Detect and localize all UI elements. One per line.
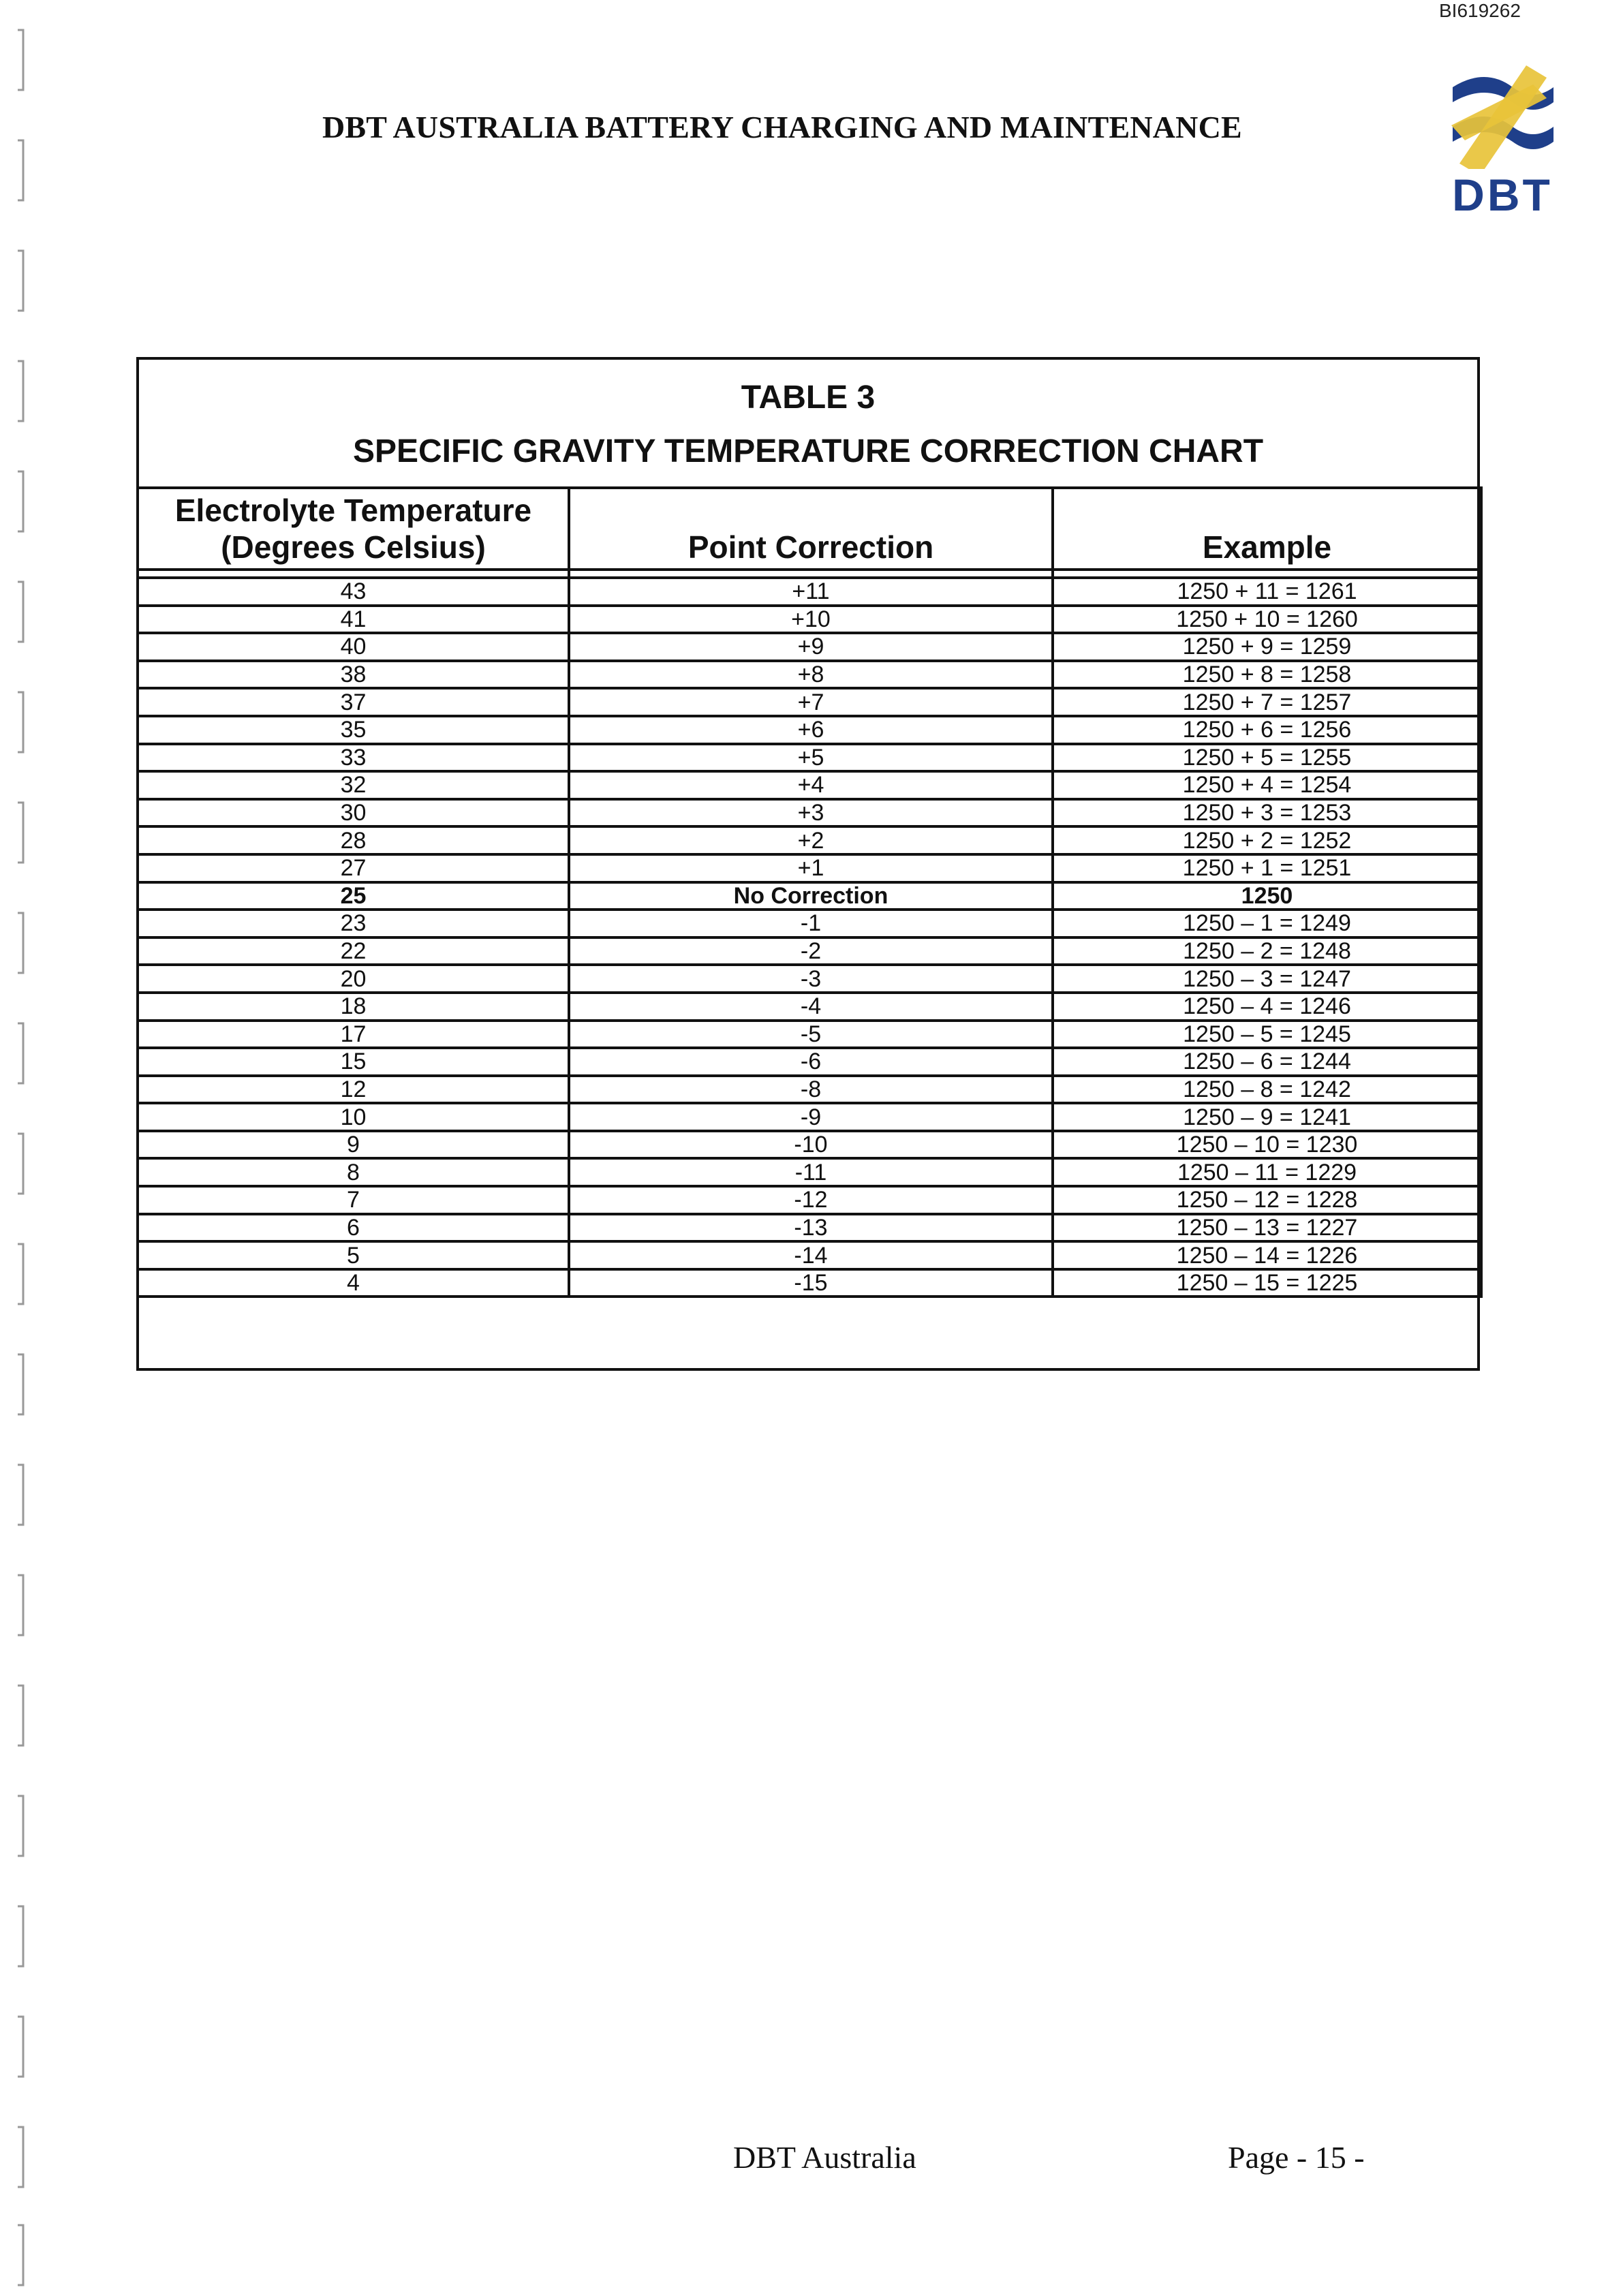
cell-temperature: 18 <box>138 993 569 1021</box>
page-header-title: DBT AUSTRALIA BATTERY CHARGING AND MAINTENANCE <box>322 110 1242 144</box>
logo-wordmark: DBT <box>1452 170 1553 220</box>
binding-mark <box>15 1683 26 1748</box>
cell-correction: -6 <box>569 1048 1053 1076</box>
binding-mark <box>15 800 26 865</box>
cell-example: 1250 + 11 = 1261 <box>1053 578 1481 606</box>
table-row <box>138 744 1481 772</box>
table-header-row <box>138 488 1481 570</box>
cell-temperature: 10 <box>138 1103 569 1131</box>
table-row <box>138 716 1481 744</box>
cell-temperature: 30 <box>138 799 569 827</box>
cell-correction: +8 <box>569 661 1053 689</box>
cell-correction: +11 <box>569 578 1053 606</box>
cell-example: 1250 – 8 = 1242 <box>1053 1076 1481 1104</box>
table-row <box>138 1103 1481 1131</box>
table-row <box>138 799 1481 827</box>
binding-mark <box>15 1131 26 1196</box>
binding-mark <box>15 2124 26 2190</box>
table-row <box>138 578 1481 606</box>
table-row <box>138 1214 1481 1242</box>
table-row <box>138 937 1481 965</box>
cell-temperature: 27 <box>138 854 569 882</box>
table-row <box>138 826 1481 854</box>
cell-correction: +4 <box>569 771 1053 799</box>
binding-mark <box>15 1352 26 1417</box>
cell-correction: -8 <box>569 1076 1053 1104</box>
binding-mark <box>15 579 26 645</box>
table-row <box>138 1158 1481 1186</box>
binding-mark <box>15 1021 26 1086</box>
cell-correction: -12 <box>569 1186 1053 1214</box>
binding-mark <box>15 1572 26 1638</box>
cell-example: 1250 – 14 = 1226 <box>1053 1241 1481 1269</box>
cell-example: 1250 – 10 = 1230 <box>1053 1131 1481 1159</box>
cell-example: 1250 + 9 = 1259 <box>1053 633 1481 661</box>
table-row <box>138 1269 1481 1297</box>
table-number: TABLE 3 <box>741 379 876 416</box>
table-row <box>138 1186 1481 1214</box>
binding-mark <box>15 1462 26 1527</box>
cell-correction: -3 <box>569 965 1053 993</box>
cell-example: 1250 + 6 = 1256 <box>1053 716 1481 744</box>
cell-temperature: 43 <box>138 578 569 606</box>
cell-example: 1250 + 1 = 1251 <box>1053 854 1481 882</box>
dbt-logo-mark <box>1444 60 1560 169</box>
cell-correction: +10 <box>569 606 1053 634</box>
correction-table-container <box>136 357 1480 1371</box>
cell-example: 1250 – 15 = 1225 <box>1053 1269 1481 1297</box>
table-title: SPECIFIC GRAVITY TEMPERATURE CORRECTION CHART <box>352 433 1264 469</box>
cell-correction: +1 <box>569 854 1053 882</box>
column-header-temperature <box>138 488 569 570</box>
document-id: BI619262 <box>1439 0 1521 21</box>
table-row <box>138 965 1481 993</box>
cell-correction: -5 <box>569 1021 1053 1049</box>
binding-mark <box>15 1793 26 1859</box>
cell-temperature: 41 <box>138 606 569 634</box>
table-row <box>138 606 1481 634</box>
cell-correction: -2 <box>569 937 1053 965</box>
cell-example: 1250 – 3 = 1247 <box>1053 965 1481 993</box>
correction-table <box>136 486 1483 1298</box>
column-header-temperature-line2: (Degrees Celsius) <box>221 529 486 565</box>
cell-example: 1250 <box>1053 882 1481 910</box>
table-row <box>138 854 1481 882</box>
cell-temperature: 4 <box>138 1269 569 1297</box>
column-header-example: Example <box>1053 488 1481 570</box>
cell-example: 1250 – 9 = 1241 <box>1053 1103 1481 1131</box>
cell-temperature: 20 <box>138 965 569 993</box>
table-row <box>138 633 1481 661</box>
binding-mark <box>15 910 26 976</box>
binding-mark <box>15 27 26 93</box>
cell-example: 1250 + 7 = 1257 <box>1053 688 1481 716</box>
cell-example: 1250 + 8 = 1258 <box>1053 661 1481 689</box>
cell-example: 1250 + 10 = 1260 <box>1053 606 1481 634</box>
cell-temperature: 15 <box>138 1048 569 1076</box>
cell-temperature: 35 <box>138 716 569 744</box>
cell-correction: +2 <box>569 826 1053 854</box>
binding-mark <box>15 248 26 313</box>
table-row <box>138 882 1481 910</box>
table-row <box>138 910 1481 937</box>
table-row <box>138 1131 1481 1159</box>
cell-example: 1250 + 2 = 1252 <box>1053 826 1481 854</box>
cell-example: 1250 – 13 = 1227 <box>1053 1214 1481 1242</box>
cell-example: 1250 – 12 = 1228 <box>1053 1186 1481 1214</box>
cell-correction: -9 <box>569 1103 1053 1131</box>
cell-temperature: 33 <box>138 744 569 772</box>
binding-mark <box>15 1241 26 1307</box>
cell-temperature: 22 <box>138 937 569 965</box>
table-row <box>138 1048 1481 1076</box>
cell-example: 1250 – 6 = 1244 <box>1053 1048 1481 1076</box>
cell-correction: +5 <box>569 744 1053 772</box>
footer-page-number: Page - 15 - <box>1228 2140 1365 2175</box>
cell-example: 1250 – 5 = 1245 <box>1053 1021 1481 1049</box>
binding-mark <box>15 2222 26 2288</box>
cell-correction: -15 <box>569 1269 1053 1297</box>
binding-mark <box>15 358 26 424</box>
table-row <box>138 993 1481 1021</box>
cell-temperature: 37 <box>138 688 569 716</box>
cell-example: 1250 + 4 = 1254 <box>1053 771 1481 799</box>
cell-temperature: 7 <box>138 1186 569 1214</box>
cell-temperature: 28 <box>138 826 569 854</box>
binding-mark <box>15 1904 26 1969</box>
cell-correction: +7 <box>569 688 1053 716</box>
cell-temperature: 17 <box>138 1021 569 1049</box>
cell-temperature: 32 <box>138 771 569 799</box>
table-row <box>138 1076 1481 1104</box>
binding-mark <box>15 689 26 755</box>
column-header-temperature-line1: Electrolyte Temperature <box>174 493 532 528</box>
cell-example: 1250 – 4 = 1246 <box>1053 993 1481 1021</box>
cell-correction: -4 <box>569 993 1053 1021</box>
cell-correction: -1 <box>569 910 1053 937</box>
cell-example: 1250 – 1 = 1249 <box>1053 910 1481 937</box>
header-divider <box>138 570 1481 578</box>
binding-mark <box>15 469 26 534</box>
cell-temperature: 25 <box>138 882 569 910</box>
table-body <box>138 578 1481 1297</box>
table-row <box>138 771 1481 799</box>
cell-example: 1250 – 2 = 1248 <box>1053 937 1481 965</box>
cell-correction: -14 <box>569 1241 1053 1269</box>
footer-company: DBT Australia <box>733 2140 916 2175</box>
cell-correction: -11 <box>569 1158 1053 1186</box>
binding-mark <box>15 2014 26 2079</box>
cell-correction: +3 <box>569 799 1053 827</box>
table-row <box>138 688 1481 716</box>
cell-temperature: 6 <box>138 1214 569 1242</box>
cell-example: 1250 – 11 = 1229 <box>1053 1158 1481 1186</box>
cell-temperature: 40 <box>138 633 569 661</box>
dbt-logo <box>1444 60 1560 223</box>
table-row <box>138 661 1481 689</box>
column-header-correction: Point Correction <box>569 488 1053 570</box>
cell-correction: +9 <box>569 633 1053 661</box>
cell-example: 1250 + 5 = 1255 <box>1053 744 1481 772</box>
cell-correction: No Correction <box>569 882 1053 910</box>
cell-temperature: 23 <box>138 910 569 937</box>
cell-correction: -13 <box>569 1214 1053 1242</box>
cell-temperature: 9 <box>138 1131 569 1159</box>
cell-example: 1250 + 3 = 1253 <box>1053 799 1481 827</box>
cell-correction: -10 <box>569 1131 1053 1159</box>
binding-mark <box>15 138 26 203</box>
cell-temperature: 8 <box>138 1158 569 1186</box>
cell-correction: +6 <box>569 716 1053 744</box>
cell-temperature: 38 <box>138 661 569 689</box>
cell-temperature: 5 <box>138 1241 569 1269</box>
table-row <box>138 1021 1481 1049</box>
table-row <box>138 1241 1481 1269</box>
cell-temperature: 12 <box>138 1076 569 1104</box>
